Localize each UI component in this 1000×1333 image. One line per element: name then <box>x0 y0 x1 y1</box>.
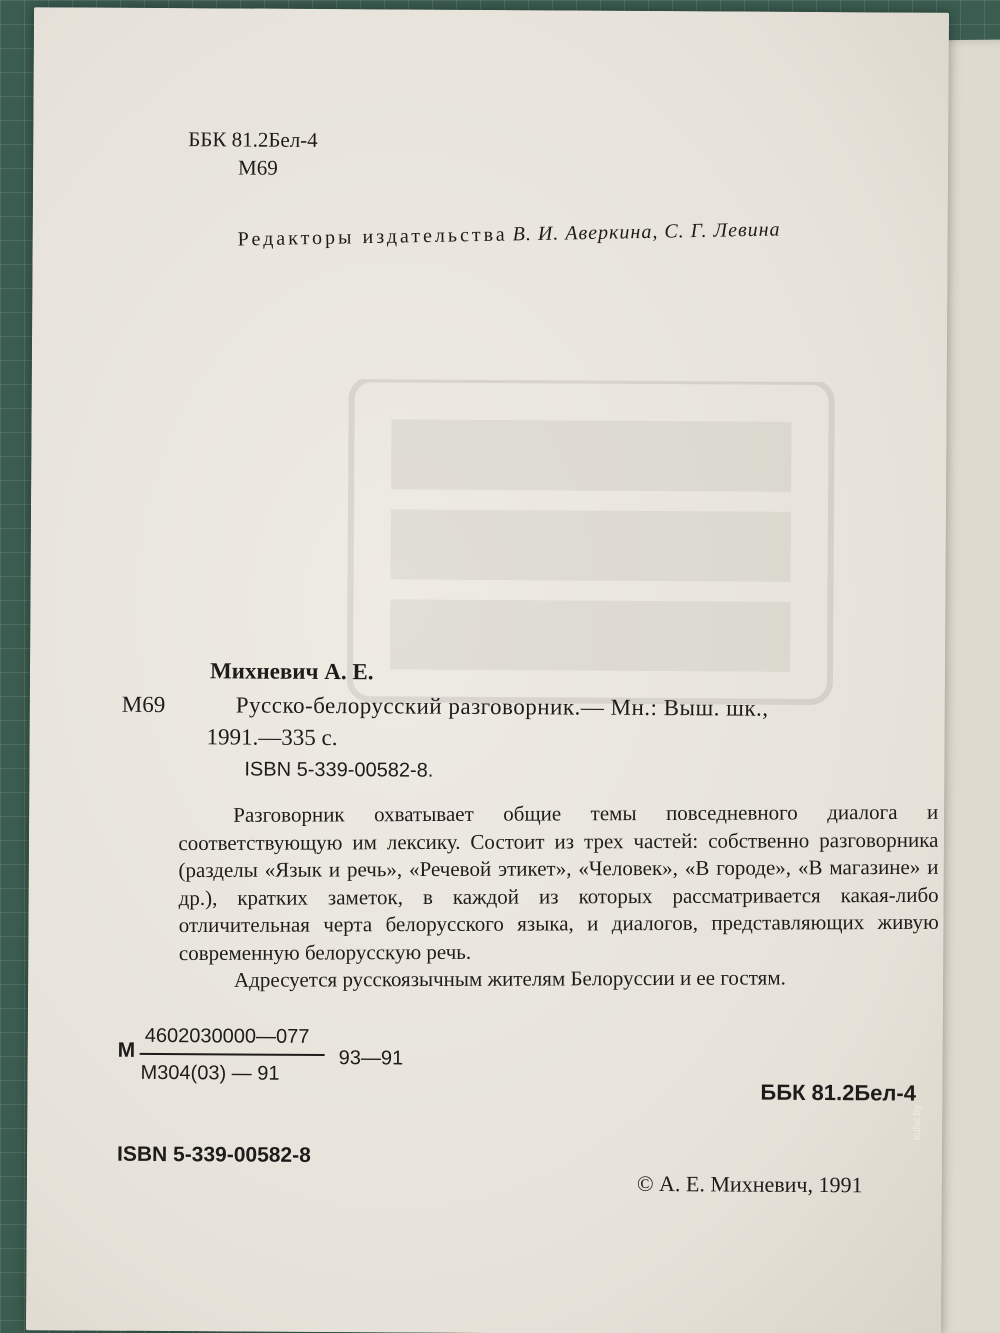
abstract-paragraph-2: Адресуется русскоязычным жителям Белоруссии и ее гостям. <box>233 965 786 992</box>
abstract-block <box>178 799 939 995</box>
book-title-line: Русско-белорусский разговорник.— Мн.: Выш. шк., <box>235 692 769 721</box>
catalog-entry-code: М69 <box>121 691 166 718</box>
fraction-numerator: 4602030000—077 <box>144 1024 310 1048</box>
editors-line <box>237 217 780 253</box>
author-name: Михневич А. Е. <box>209 658 374 685</box>
ghost-cover-shape <box>330 379 852 712</box>
book-page <box>26 7 949 1333</box>
editors-names: В. И. Аверкина, С. Г. Левина <box>512 218 781 246</box>
fraction-bar <box>140 1053 325 1056</box>
bbk-classification-top: ББК 81.2Бел-4 <box>188 127 318 152</box>
fraction-code: 93—91 <box>338 1047 404 1070</box>
fraction-letter: М <box>117 1038 136 1062</box>
author-mark-top: М69 <box>238 155 278 180</box>
editors-label: Редакторы издательства <box>237 223 508 251</box>
bbk-classification-bottom: ББК 81.2Бел-4 <box>760 1079 917 1106</box>
year-pages-line: 1991.—335 с. <box>206 724 338 751</box>
isbn-bottom: ISBN 5-339-00582-8 <box>116 1142 311 1167</box>
fraction-denominator: М304(03) — 91 <box>140 1061 280 1085</box>
reverse-side-show-through <box>330 379 852 725</box>
isbn-entry: ISBN 5-339-00582-8. <box>244 758 434 782</box>
copyright-line: © А. Е. Михневич, 1991 <box>636 1170 863 1198</box>
site-watermark: kufar.by <box>912 1104 923 1140</box>
abstract-paragraph-1: Разговорник охватывает общие темы повседневного диалога и соответствующую им лексику. Состоит из трех частей: собственно разговорника (разделы «Язык и речь», «Речевой этикет», «Человек», «В городе», «В магазине» и др.), кратких заметок, в каждой из которых рассматривается какая-либо отличительная черта белорусского языка, и диалогов, представляющих живую современную белорусскую речь. <box>178 799 939 965</box>
